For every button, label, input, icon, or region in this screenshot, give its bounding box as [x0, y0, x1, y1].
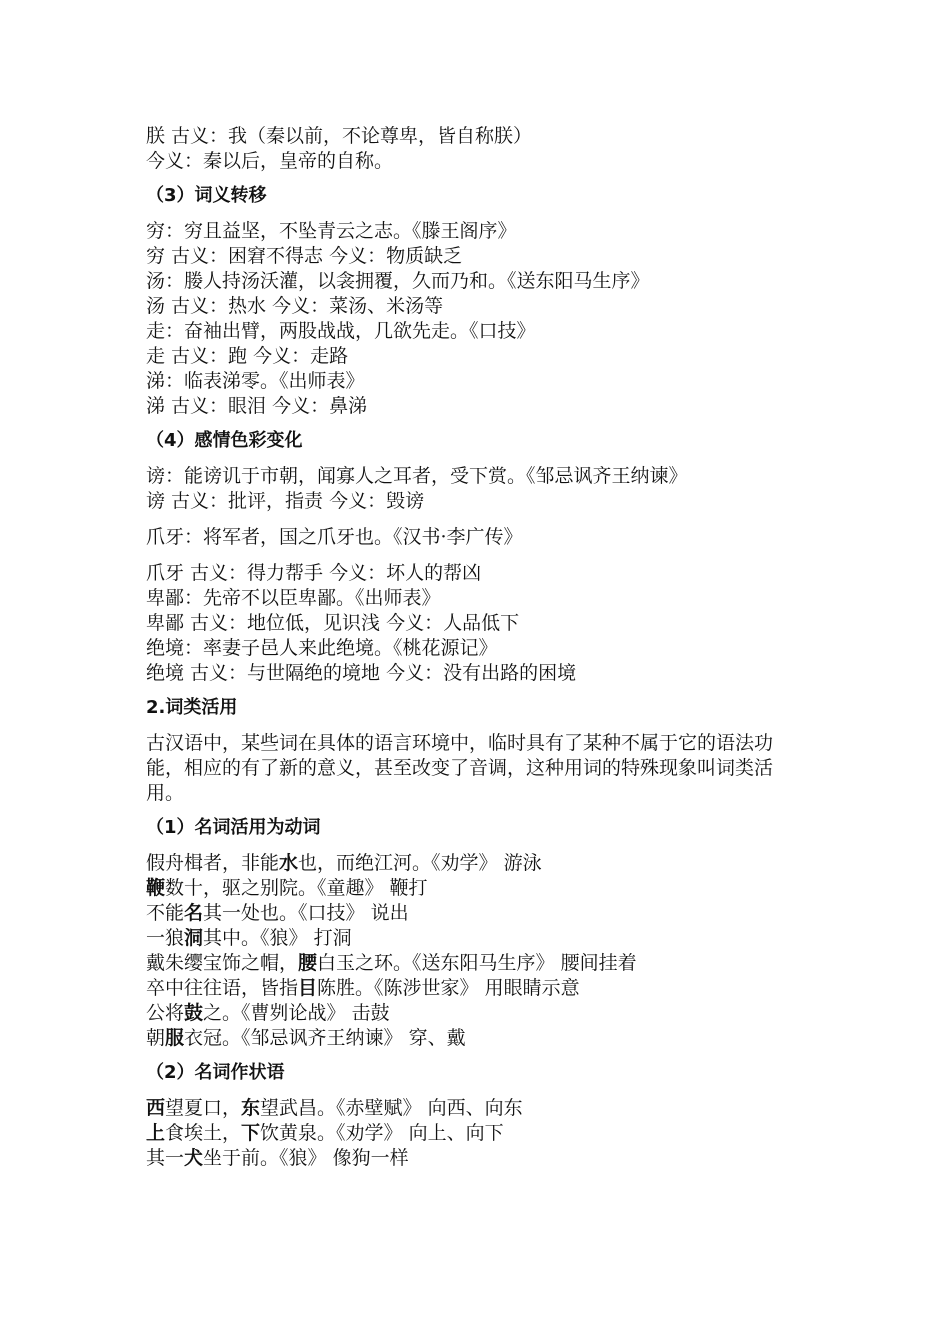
text-line	[146, 489, 826, 514]
text-segment: 涕 古义：眼泪 今义：鼻涕	[146, 395, 368, 417]
bold-keyword: 名	[184, 902, 204, 924]
bold-keyword: 西	[146, 1097, 166, 1119]
text-segment: 食埃土，	[165, 1122, 242, 1144]
text-segment: 戴朱缨宝饰之帽，	[146, 952, 299, 974]
bold-keyword: 犬	[184, 1147, 204, 1169]
text-line	[146, 951, 826, 976]
text-segment: 公将	[146, 1002, 185, 1024]
text-segment: 爪牙 古义：得力帮手 今义：坏人的帮凶	[146, 562, 482, 584]
text-segment: 走：奋袖出臂，两股战战，几欲先走。《口技》	[146, 320, 536, 342]
text-segment: 望夏口，	[165, 1097, 242, 1119]
bold-keyword: 鞭	[146, 877, 166, 899]
text-segment: 谤 古义：批评，指责 今义：毁谤	[146, 490, 425, 512]
text-segment: 涕：临表涕零。《出师表》	[146, 370, 365, 392]
text-line	[146, 394, 826, 419]
text-line	[146, 244, 826, 269]
text-line	[146, 1001, 826, 1026]
text-segment: 2.词类活用	[146, 697, 238, 718]
text-line	[146, 876, 826, 901]
text-line	[146, 149, 826, 174]
text-segment: 陈胜。《陈涉世家》 用眼睛示意	[317, 977, 580, 999]
text-line	[146, 219, 826, 244]
bold-keyword: 目	[298, 977, 318, 999]
text-segment: 也，而绝江河。《劝学》 游泳	[298, 852, 542, 874]
bold-keyword: 东	[241, 1097, 261, 1119]
text-segment: 走 古义：跑 今义：走路	[146, 345, 349, 367]
text-segment: 一狼	[146, 927, 185, 949]
text-line	[146, 294, 826, 319]
text-segment: 数十，驱之别院。《童趣》 鞭打	[165, 877, 428, 899]
text-line	[146, 851, 826, 876]
bold-keyword: 水	[279, 852, 299, 874]
text-segment: 绝境 古义：与世隔绝的境地 今义：没有出路的困境	[146, 662, 577, 684]
text-line	[146, 1026, 826, 1051]
text-segment: （4）感情色彩变化	[146, 430, 303, 451]
text-segment: 能，相应的有了新的意义，甚至改变了音调，这种用词的特殊现象叫词类活用。	[146, 757, 774, 804]
text-segment: 朝	[146, 1027, 166, 1049]
document-page	[146, 124, 826, 1171]
text-segment: 假舟楫者，非能	[146, 852, 280, 874]
text-segment: 绝境：率妻子邑人来此绝境。《桃花源记》	[146, 637, 498, 659]
text-line	[146, 1146, 826, 1171]
section-heading	[146, 183, 826, 209]
text-segment: 卑鄙 古义：地位低，见识浅 今义：人品低下	[146, 612, 520, 634]
text-line	[146, 344, 826, 369]
section-heading	[146, 815, 826, 841]
text-segment: 卑鄙：先帝不以臣卑鄙。《出师表》	[146, 587, 441, 609]
bold-keyword: 腰	[298, 952, 318, 974]
text-line	[146, 124, 826, 149]
paragraph	[146, 731, 796, 756]
text-segment: （3）词义转移	[146, 185, 267, 206]
bold-keyword: 下	[241, 1122, 261, 1144]
text-line	[146, 661, 826, 686]
text-line	[146, 611, 826, 636]
text-line	[146, 586, 826, 611]
text-line	[146, 636, 826, 661]
text-segment: 汤 古义：热水 今义：菜汤、米汤等	[146, 295, 444, 317]
text-segment: 卒中往往语，皆指	[146, 977, 299, 999]
text-line	[146, 369, 826, 394]
text-line	[146, 319, 826, 344]
text-segment: 爪牙：将军者，国之爪牙也。《汉书·李广传》	[146, 526, 523, 548]
text-segment: 谤：能谤讥于市朝，闻寡人之耳者，受下赏。《邹忌讽齐王纳谏》	[146, 465, 688, 487]
text-segment: 其中。《狼》 打洞	[203, 927, 352, 949]
text-line	[146, 1121, 826, 1146]
section-heading	[146, 695, 826, 721]
text-line	[146, 901, 826, 926]
section-heading	[146, 1060, 826, 1086]
text-segment: 衣冠。《邹忌讽齐王纳谏》 穿、戴	[184, 1027, 466, 1049]
text-segment: 今义：秦以后，皇帝的自称。	[146, 150, 394, 172]
text-segment: 之。《曹刿论战》 击鼓	[203, 1002, 390, 1024]
bold-keyword: 鼓	[184, 1002, 204, 1024]
text-segment: 不能	[146, 902, 185, 924]
text-segment: 汤：媵人持汤沃灌，以衾拥覆，久而乃和。《送东阳马生序》	[146, 270, 650, 292]
text-segment: 其一处也。《口技》 说出	[203, 902, 409, 924]
text-line	[146, 976, 826, 1001]
text-segment: 望武昌。《赤壁赋》 向西、向东	[260, 1097, 523, 1119]
section-heading	[146, 428, 826, 454]
text-segment: 其一	[146, 1147, 185, 1169]
text-segment: 白玉之环。《送东阳马生序》 腰间挂着	[317, 952, 637, 974]
text-segment: 穷 古义：困窘不得志 今义：物质缺乏	[146, 245, 463, 267]
text-segment: 穷：穷且益坚，不坠青云之志。《滕王阁序》	[146, 220, 517, 242]
bold-keyword: 上	[146, 1122, 166, 1144]
text-line	[146, 561, 826, 586]
bold-keyword: 洞	[184, 927, 204, 949]
text-line	[146, 1096, 826, 1121]
text-line	[146, 525, 826, 550]
text-segment: 朕 古义：我（秦以前，不论尊卑，皆自称朕）	[146, 125, 533, 147]
bold-keyword: 服	[165, 1027, 185, 1049]
text-segment: （2）名词作状语	[146, 1062, 285, 1083]
text-segment: 饮黄泉。《劝学》 向上、向下	[260, 1122, 504, 1144]
paragraph	[146, 756, 796, 806]
text-line	[146, 269, 826, 294]
text-segment: （1）名词活用为动词	[146, 817, 321, 838]
text-segment: 坐于前。《狼》 像狗一样	[203, 1147, 409, 1169]
text-segment: 古汉语中，某些词在具体的语言环境中，临时具有了某种不属于它的语法功	[146, 732, 774, 754]
text-line	[146, 926, 826, 951]
text-line	[146, 464, 826, 489]
